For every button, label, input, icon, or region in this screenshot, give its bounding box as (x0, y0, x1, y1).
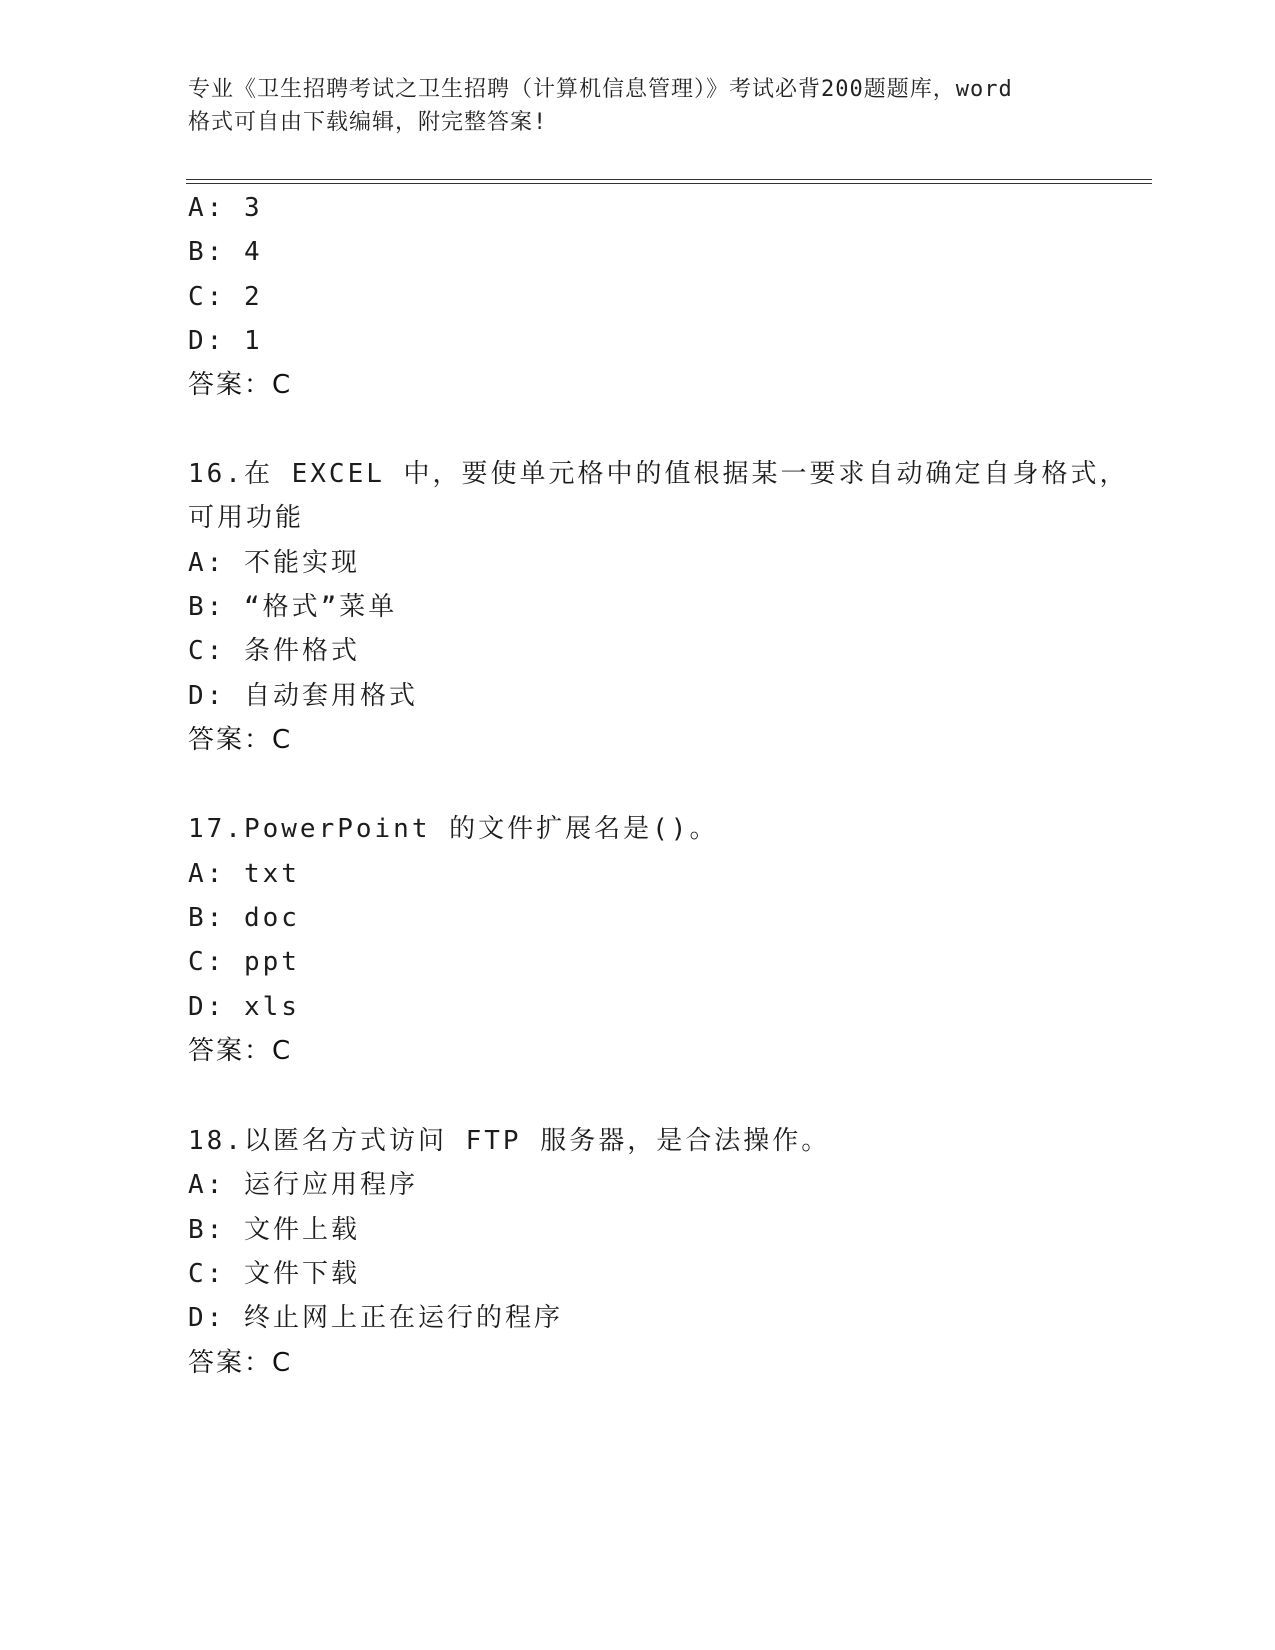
q18-stem: 18.以匿名方式访问 FTP 服务器，是合法操作。 (188, 1126, 831, 1156)
header-line-1: 专业《卫生招聘考试之卫生招聘（计算机信息管理）》考试必背200题题库，word (188, 77, 1013, 102)
q18-option-c: C: 文件下载 (188, 1259, 360, 1289)
header-divider-bottom (186, 183, 1152, 184)
q17-stem: 17.PowerPoint 的文件扩展名是()。 (188, 814, 719, 844)
q16-option-c: C: 条件格式 (188, 636, 360, 666)
q16-stem-line-2: 可用功能 (188, 503, 305, 533)
document-header (188, 73, 1088, 139)
q17-answer: 答案：C (188, 1036, 293, 1066)
q16-option-b: B: “格式”菜单 (188, 592, 398, 622)
prev-option-d: D: 1 (188, 326, 263, 356)
prev-answer: 答案：C (188, 370, 293, 400)
q16-stem-line-1: 16.在 EXCEL 中，要使单元格中的值根据某一要求自动确定自身格式， (188, 459, 1129, 489)
q16-option-d: D: 自动套用格式 (188, 681, 418, 711)
q18-option-d: D: 终止网上正在运行的程序 (188, 1303, 563, 1333)
q17-option-b: B: doc (188, 903, 300, 933)
q16-option-a: A: 不能实现 (188, 548, 360, 578)
prev-option-c: C: 2 (188, 282, 263, 312)
q18-option-a: A: 运行应用程序 (188, 1170, 418, 1200)
q17-option-c: C: ppt (188, 947, 300, 977)
q16-answer: 答案：C (188, 725, 293, 755)
prev-option-b: B: 4 (188, 237, 263, 267)
q17-option-d: D: xls (188, 992, 300, 1022)
prev-option-a: A: 3 (188, 193, 263, 223)
header-line-2: 格式可自由下载编辑，附完整答案! (188, 110, 548, 135)
q17-option-a: A: txt (188, 859, 300, 889)
q18-answer: 答案：C (188, 1348, 293, 1378)
header-divider-top (186, 179, 1152, 180)
q18-option-b: B: 文件上载 (188, 1215, 360, 1245)
